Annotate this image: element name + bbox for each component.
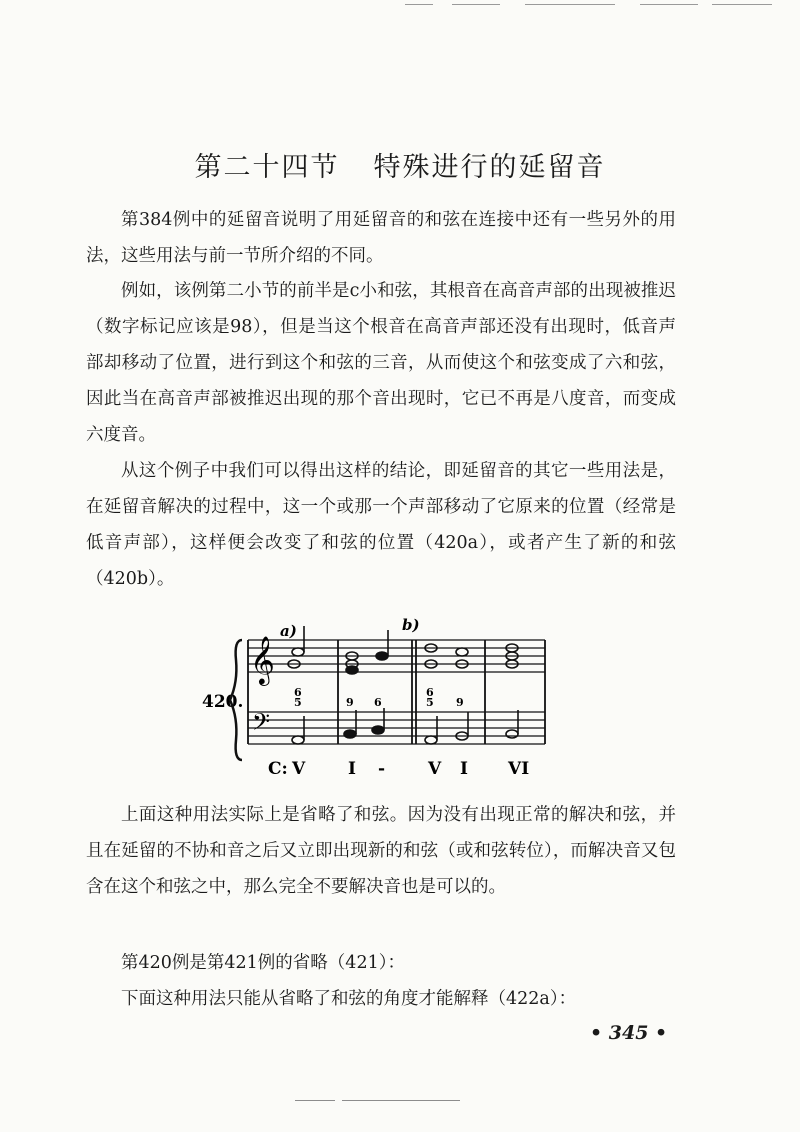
label-a: a) [280, 622, 297, 640]
label-b: b) [402, 616, 420, 634]
svg-text:6: 6 [294, 686, 302, 699]
figured-bass [294, 686, 464, 709]
section-title [0, 145, 800, 184]
scan-mark [712, 4, 772, 5]
svg-text:5: 5 [294, 696, 302, 709]
svg-text:C:: C: [268, 759, 288, 779]
svg-text:V: V [292, 759, 306, 779]
svg-text:5: 5 [426, 696, 434, 709]
scan-mark [525, 4, 615, 5]
example-number: 420. [202, 692, 244, 712]
paragraph-6: 下面这种用法只能从省略了和弦的角度才能解释（422a）： [121, 989, 577, 1009]
page-number: • 345 • [590, 1022, 668, 1044]
paragraph-5: 第420例是第421例的省略（421）： [121, 953, 405, 973]
scan-mark [405, 4, 433, 5]
svg-text:6: 6 [426, 686, 434, 699]
svg-text:V: V [428, 759, 442, 779]
treble-clef-icon: 𝄞 [250, 635, 275, 684]
scan-mark [342, 1100, 460, 1101]
section-heading: 特殊进行的延留音 [373, 152, 606, 183]
section-number: 第二十四节 [194, 152, 340, 183]
roman-numerals [268, 759, 529, 779]
svg-text:9: 9 [346, 696, 354, 709]
paragraph-4: 上面这种用法实际上是省略了和弦。因为没有出现正常的解决和弦，并且在延留的不协和音之后又立即出现新的和弦（或和弦转位），而解决音又包含在这个和弦之中，那么完全不要解决音也是可以的。 [86, 805, 676, 897]
svg-text:I: I [348, 759, 356, 779]
svg-text:9: 9 [456, 696, 464, 709]
svg-text:I: I [460, 759, 468, 779]
paragraph-3: 从这个例子中我们可以得出这样的结论，即延留音的其它一些用法是，在延留音解决的过程中，这一个或那一个声部移动了它原来的位置（经常是低音声部），这样便会改变了和弦的位置（420a），或者产生了新的和弦（420b）。 [86, 461, 676, 589]
svg-text:-: - [378, 759, 386, 779]
paragraph-2: 例如，该例第二小节的前半是c小和弦，其根音在高音声部的出现被推迟（数字标记应该是98），但是当这个根音在高音声部还没有出现时，低音声部却移动了位置，进行到这个和弦的三音，从而使这个和弦变成了六和弦，因此当在高音声部被推迟出现的那个音出现时，它已不再是八度音，而变成六度音。 [86, 281, 676, 445]
scan-mark [452, 4, 500, 5]
paragraph-1: 第384例中的延留音说明了用延留音的和弦在连接中还有一些另外的用法，这些用法与前一节所介绍的不同。 [86, 210, 676, 266]
bass-clef-icon: 𝄢 [252, 708, 271, 741]
notes [288, 626, 518, 744]
scan-mark [640, 4, 698, 5]
svg-text:VI: VI [508, 759, 530, 779]
scan-mark [295, 1100, 335, 1101]
svg-text:6: 6 [374, 696, 382, 709]
music-example-420 [190, 612, 560, 790]
